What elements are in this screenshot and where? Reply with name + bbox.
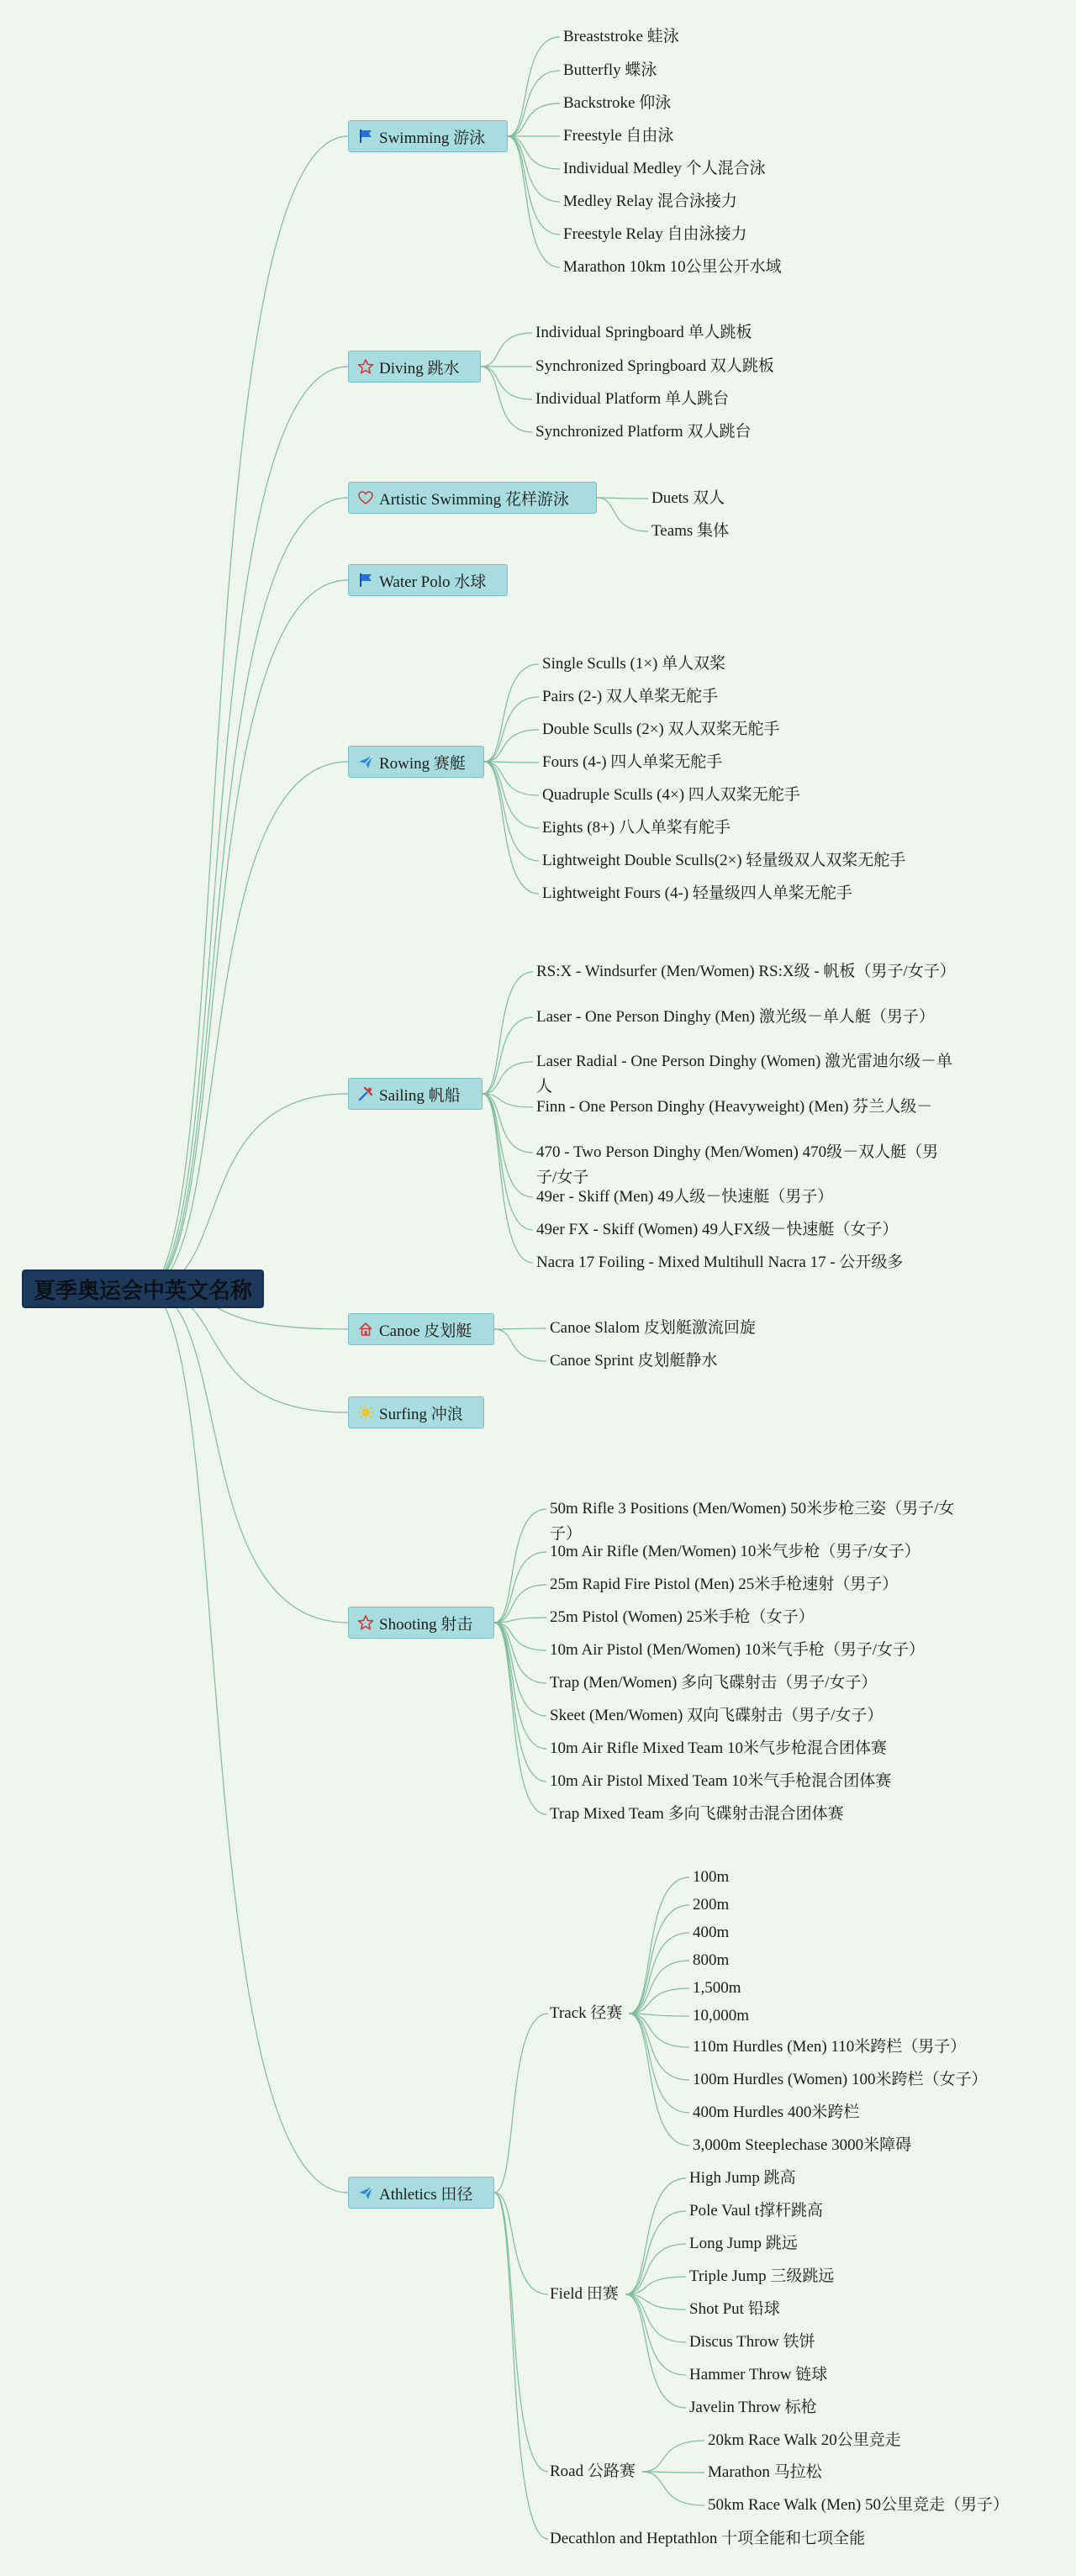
category-label: Diving 跳水: [379, 359, 460, 377]
leaf-item[interactable]: 3,000m Steeplechase 3000米障碍: [693, 2136, 912, 2154]
branch-line: [145, 580, 348, 1289]
leaf-item[interactable]: Double Sculls (2×) 双人双桨无舵手: [542, 721, 780, 738]
category-node-surfing[interactable]: [348, 1396, 484, 1428]
leaf-item[interactable]: Breaststroke 蛙泳: [563, 28, 679, 45]
leaf-line: [494, 1552, 546, 1623]
leaf-item[interactable]: 10m Air Pistol (Men/Women) 10米气手枪（男子/女子）: [550, 1641, 926, 1659]
leaf-line: [494, 1585, 546, 1623]
leaf-line: [481, 367, 532, 399]
leaf-line: [494, 1328, 546, 1329]
leaf-line: [629, 1988, 689, 2014]
category-label: Canoe 皮划艇: [379, 1322, 472, 1340]
category-label: Shooting 射击: [379, 1615, 473, 1634]
branch-line: [145, 1289, 348, 2193]
leaf-line: [494, 1618, 546, 1623]
leaf-line: [629, 1905, 689, 2014]
leaf-item[interactable]: 25m Rapid Fire Pistol (Men) 25米手枪速射（男子）: [550, 1576, 899, 1593]
leaf-item[interactable]: 50km Race Walk (Men) 50公里竞走（男子）: [708, 2496, 1010, 2514]
leaf-line: [629, 1877, 689, 2014]
leaf-item[interactable]: Trap (Men/Women) 多向飞碟射击（男子/女子）: [550, 1674, 878, 1692]
leaf-item[interactable]: High Jump 跳高: [689, 2169, 796, 2187]
category-label: Athletics 田径: [379, 2185, 473, 2204]
category-node-artistic[interactable]: [348, 482, 597, 514]
leaf-line: [625, 2277, 686, 2294]
leaf-line: [629, 2014, 689, 2113]
leaf-item[interactable]: 49er FX - Skiff (Women) 49人FX级－快速艇（女子）: [536, 1221, 899, 1238]
leaf-item[interactable]: 10,000m: [693, 2007, 750, 2024]
category-node-canoe[interactable]: [348, 1313, 494, 1345]
category-node-swimming[interactable]: [348, 120, 508, 152]
leaf-line: [494, 1623, 546, 1749]
leaf-item[interactable]: 800m: [693, 1951, 730, 1969]
leaf-line: [625, 2294, 686, 2342]
leaf-line: [484, 762, 539, 861]
leaf-item[interactable]: Lightweight Fours (4-) 轻量级四人单桨无舵手: [542, 884, 852, 902]
leaf-line: [629, 1933, 689, 2014]
leaf-line: [483, 1094, 533, 1263]
branch-line: [494, 2193, 548, 2294]
leaf-item[interactable]: Hammer Throw 链球: [689, 2366, 828, 2383]
leaf-item[interactable]: Marathon 10km 10公里公开水域: [563, 258, 782, 276]
heart-icon: [357, 489, 374, 506]
leaf-line: [494, 1623, 546, 1650]
leaf-item[interactable]: 200m: [693, 1896, 730, 1914]
leaf-line: [484, 762, 539, 763]
leaf-line: [494, 1623, 546, 1716]
leaf-line: [484, 762, 539, 894]
leaf-item[interactable]: 400m Hurdles 400米跨栏: [693, 2104, 860, 2121]
category-node-rowing[interactable]: [348, 746, 484, 778]
leaf-item[interactable]: 100m: [693, 1868, 730, 1886]
leaf-item[interactable]: Freestyle 自由泳: [563, 127, 674, 145]
leaf-item[interactable]: Fours (4-) 四人单桨无舵手: [542, 753, 723, 771]
root-node[interactable]: 夏季奥运会中英文名称: [22, 1270, 264, 1308]
leaf-item[interactable]: Individual Platform 单人跳台: [535, 390, 730, 408]
category-label: Water Polo 水球: [379, 573, 487, 591]
leaf-line: [484, 730, 539, 762]
sun-icon: [357, 1404, 374, 1421]
leaf-item[interactable]: Freestyle Relay 自由泳接力: [563, 225, 747, 243]
category-node-diving[interactable]: [348, 351, 481, 383]
leaf-line: [483, 1094, 533, 1153]
category-node-shooting[interactable]: [348, 1607, 494, 1639]
leaf-line: [625, 2294, 686, 2309]
branch-line: [145, 136, 348, 1289]
leaf-line: [484, 664, 539, 762]
leaf-line: [494, 1329, 546, 1361]
category-label: Rowing 赛艇: [379, 754, 466, 773]
leaf-item[interactable]: 50m Rifle 3 Positions (Men/Women) 50米步枪三姿（男子/女子）: [550, 1500, 955, 1543]
leaf-line: [508, 103, 560, 136]
leaf-line: [508, 136, 560, 169]
leaf-item[interactable]: 100m Hurdles (Women) 100米跨栏（女子）: [693, 2071, 988, 2088]
subcategory-decathlon[interactable]: Decathlon and Heptathlon 十项全能和七项全能: [550, 2530, 866, 2547]
leaf-line: [508, 136, 560, 202]
leaf-line: [629, 2014, 689, 2016]
leaf-item[interactable]: 10m Air Rifle Mixed Team 10米气步枪混合团体赛: [550, 1739, 887, 1757]
tools-icon: [357, 1085, 374, 1102]
leaf-line: [483, 1094, 533, 1230]
category-node-sailing[interactable]: [348, 1078, 483, 1110]
house-icon: [357, 1321, 374, 1338]
leaf-item[interactable]: Trap Mixed Team 多向飞碟射击混合团体赛: [550, 1805, 844, 1823]
category-label: Surfing 冲浪: [379, 1405, 463, 1423]
branch-line: [145, 498, 348, 1289]
leaf-line: [508, 136, 560, 267]
leaf-line: [483, 1062, 533, 1094]
subcategory-field[interactable]: Field 田赛: [550, 2285, 619, 2303]
branch-line: [145, 367, 348, 1289]
leaf-line: [625, 2211, 686, 2294]
leaf-line: [625, 2178, 686, 2294]
leaf-line: [494, 1623, 546, 1814]
branch-line: [145, 1289, 348, 1623]
leaf-item[interactable]: 10m Air Rifle (Men/Women) 10米气步枪（男子/女子）: [550, 1543, 920, 1560]
leaf-item[interactable]: 1,500m: [693, 1979, 741, 1997]
leaf-line: [625, 2294, 686, 2408]
branch-line: [494, 2193, 548, 2539]
leaf-line: [481, 367, 532, 432]
paper-plane-icon: [357, 2184, 374, 2201]
paper-plane-icon: [357, 753, 374, 770]
leaf-line: [597, 498, 648, 531]
leaf-line: [625, 2244, 686, 2294]
leaf-item[interactable]: Finn - One Person Dinghy (Heavyweight) (Men) 芬兰人级－: [536, 1098, 933, 1116]
leaf-line: [484, 762, 539, 828]
branch-line: [145, 762, 348, 1289]
leaf-item[interactable]: Quadruple Sculls (4×) 四人双桨无舵手: [542, 786, 800, 804]
branch-line: [494, 2014, 548, 2193]
leaf-item[interactable]: Duets 双人: [651, 489, 725, 507]
leaf-item[interactable]: Single Sculls (1×) 单人双桨: [542, 655, 726, 673]
leaf-item[interactable]: Butterfly 蝶泳: [563, 61, 657, 79]
leaf-item[interactable]: Canoe Slalom 皮划艇激流回旋: [550, 1319, 756, 1337]
leaf-line: [481, 333, 532, 367]
leaf-item[interactable]: 470 - Two Person Dinghy (Men/Women) 470级－双人艇（男子/女子: [536, 1143, 939, 1186]
category-label: Sailing 帆船: [379, 1086, 461, 1105]
leaf-item[interactable]: Teams 集体: [651, 522, 730, 540]
leaf-line: [484, 697, 539, 762]
subcategory-road[interactable]: Road 公路赛: [550, 2463, 636, 2480]
category-label: Swimming 游泳: [379, 129, 486, 147]
leaf-line: [494, 1509, 546, 1623]
leaf-item[interactable]: Synchronized Springboard 双人跳板: [535, 357, 774, 375]
branch-line: [145, 1094, 348, 1289]
leaf-line: [483, 1094, 533, 1197]
leaf-item[interactable]: Synchronized Platform 双人跳台: [535, 423, 752, 441]
leaf-item[interactable]: Pairs (2-) 双人单桨无舵手: [542, 688, 718, 705]
category-node-athletics[interactable]: [348, 2177, 494, 2209]
leaf-line: [483, 1094, 533, 1107]
leaf-item[interactable]: Marathon 马拉松: [708, 2463, 822, 2481]
leaf-line: [597, 498, 648, 499]
leaf-line: [508, 71, 560, 136]
leaf-line: [629, 2014, 689, 2146]
leaf-item[interactable]: Laser - One Person Dinghy (Men) 激光级－单人艇（男子）: [536, 1008, 935, 1026]
leaf-item[interactable]: 25m Pistol (Women) 25米手枪（女子）: [550, 1608, 815, 1626]
leaf-line: [642, 2441, 704, 2472]
category-label: Artistic Swimming 花样游泳: [379, 490, 569, 509]
flag-icon: [357, 572, 374, 589]
leaf-item[interactable]: Triple Jump 三级跳远: [689, 2267, 835, 2285]
leaf-line: [508, 136, 560, 235]
leaf-line: [625, 2294, 686, 2375]
leaf-line: [642, 2472, 704, 2505]
leaf-line: [484, 762, 539, 795]
branch-line: [494, 2193, 548, 2472]
leaf-item[interactable]: Medley Relay 混合泳接力: [563, 193, 737, 210]
leaf-item[interactable]: Laser Radial - One Person Dinghy (Women) 激光雷迪尔级－单人: [536, 1053, 953, 1095]
leaf-line: [508, 37, 560, 136]
leaf-line: [629, 1961, 689, 2014]
leaf-item[interactable]: Nacra 17 Foiling - Mixed Multihull Nacra 17 - 公开级多: [536, 1254, 904, 1271]
leaf-line: [483, 1017, 533, 1094]
leaf-item[interactable]: Lightweight Double Sculls(2×) 轻量级双人双桨无舵手: [542, 852, 906, 869]
leaf-item[interactable]: Individual Medley 个人混合泳: [563, 160, 766, 177]
leaf-line: [494, 1623, 546, 1683]
star-icon: [357, 1614, 374, 1631]
category-node-water[interactable]: [348, 564, 508, 596]
flag-icon: [357, 128, 374, 145]
leaf-item[interactable]: Pole Vaul t撑杆跳高: [689, 2202, 824, 2220]
leaf-item[interactable]: 400m: [693, 1924, 730, 1941]
leaf-item[interactable]: Shot Put 铅球: [689, 2300, 780, 2318]
leaf-line: [629, 2014, 689, 2047]
leaf-line: [629, 2014, 689, 2080]
leaf-line: [483, 972, 533, 1094]
leaf-item[interactable]: Individual Springboard 单人跳板: [535, 324, 752, 341]
leaf-item[interactable]: 10m Air Pistol Mixed Team 10米气手枪混合团体赛: [550, 1772, 892, 1790]
leaf-item[interactable]: 110m Hurdles (Men) 110米跨栏（男子）: [693, 2038, 967, 2056]
leaf-item[interactable]: Canoe Sprint 皮划艇静水: [550, 1352, 718, 1370]
leaf-item[interactable]: Skeet (Men/Women) 双向飞碟射击（男子/女子）: [550, 1707, 883, 1724]
leaf-item[interactable]: 20km Race Walk 20公里竞走: [708, 2431, 901, 2449]
leaf-line: [642, 2472, 704, 2473]
subcategory-track[interactable]: Track 径赛: [550, 2004, 623, 2022]
leaf-item[interactable]: Backstroke 仰泳: [563, 94, 672, 112]
star-icon: [357, 358, 374, 375]
leaf-item[interactable]: Eights (8+) 八人单桨有舵手: [542, 819, 731, 837]
leaf-item[interactable]: RS:X - Windsurfer (Men/Women) RS:X级 - 帆板（男子/女子）: [536, 963, 956, 980]
leaf-item[interactable]: 49er - Skiff (Men) 49人级－快速艇（男子）: [536, 1188, 834, 1206]
leaf-item[interactable]: Long Jump 跳远: [689, 2235, 798, 2252]
leaf-line: [494, 1623, 546, 1782]
leaf-item[interactable]: Javelin Throw 标枪: [689, 2399, 817, 2416]
leaf-item[interactable]: Discus Throw 铁饼: [689, 2333, 815, 2351]
